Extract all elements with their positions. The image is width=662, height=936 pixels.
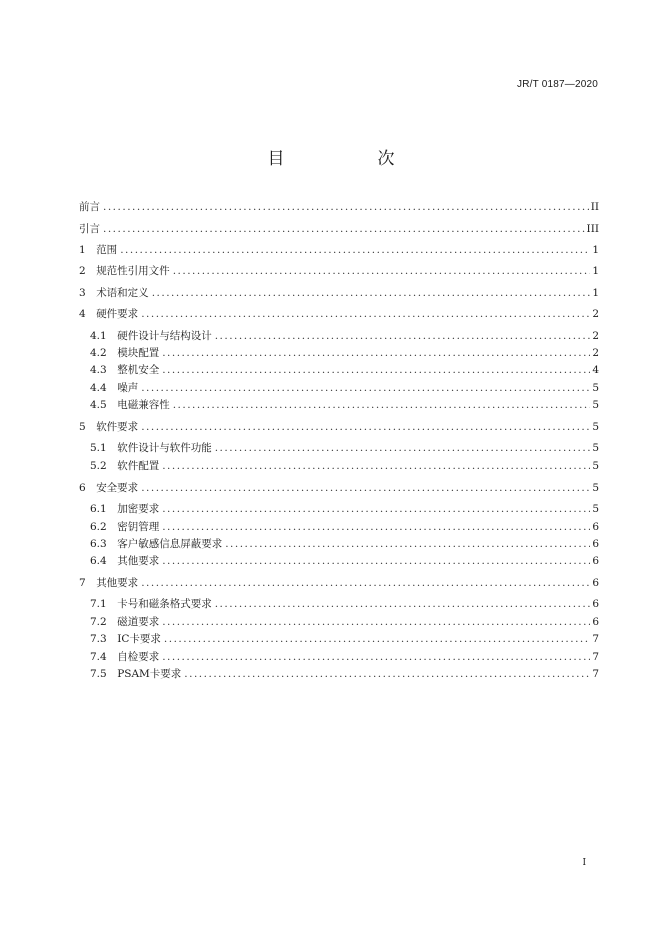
toc-entry-page: 7 <box>592 651 599 663</box>
toc-entry-label: 软件配置 <box>117 460 160 472</box>
toc-entry[interactable] <box>79 480 599 496</box>
toc-leader-dots <box>152 285 591 301</box>
toc-entry-label: PSAM卡要求 <box>117 668 182 680</box>
toc-leader-dots <box>162 345 590 361</box>
toc-entry[interactable] <box>79 263 599 279</box>
toc-entry-label: 前言 <box>79 201 100 213</box>
toc-entry-label: 模块配置 <box>117 347 160 359</box>
toc-entry-page: 6 <box>592 555 599 567</box>
toc-leader-dots <box>141 575 590 591</box>
toc-entry-page: 5 <box>592 482 599 494</box>
toc-leader-dots <box>215 596 591 612</box>
toc-entry-number: 4.3 <box>90 364 118 376</box>
toc-entry-label: 客户敏感信息屏蔽要求 <box>117 538 223 550</box>
toc-entry-page: 7 <box>592 668 599 680</box>
toc-entry-number: 7.3 <box>90 633 118 645</box>
toc-entry-page: 5 <box>592 503 599 515</box>
toc-entry-page: 2 <box>592 308 599 320</box>
toc-entry-page: 6 <box>592 577 599 589</box>
toc-entry-label: 术语和定义 <box>96 287 149 299</box>
toc-entry[interactable] <box>90 536 599 552</box>
toc-entry-number: 7.5 <box>90 668 118 680</box>
toc-entry-number: 6 <box>79 482 97 494</box>
toc-leader-dots <box>162 649 590 665</box>
toc-entry-label: 磁道要求 <box>117 616 160 628</box>
toc-entry-page: II <box>590 201 599 213</box>
toc-entry-page: 6 <box>592 616 599 628</box>
toc-entry[interactable] <box>90 328 599 344</box>
toc-entry[interactable] <box>90 440 599 456</box>
toc-entry-number: 7.4 <box>90 651 118 663</box>
toc-entry-page: 1 <box>592 265 599 277</box>
toc-entry[interactable] <box>79 285 599 301</box>
page-number: I <box>582 858 586 868</box>
toc-entry-page: 2 <box>592 330 599 342</box>
toc-entry-number: 4.5 <box>90 399 118 411</box>
toc-leader-dots <box>162 458 590 474</box>
toc-leader-dots <box>162 362 590 378</box>
toc-entry[interactable] <box>90 666 599 682</box>
toc-leader-dots <box>173 397 591 413</box>
toc-entry-page: 2 <box>592 347 599 359</box>
toc-entry-number: 5 <box>79 421 97 433</box>
toc-entry-page: 5 <box>592 399 599 411</box>
toc-leader-dots <box>162 519 590 535</box>
toc-entry[interactable] <box>79 221 599 237</box>
toc-leader-dots <box>173 263 591 279</box>
toc-entry-label: 加密要求 <box>117 503 160 515</box>
toc-entry[interactable] <box>90 649 599 665</box>
toc-entry-page: 5 <box>592 442 599 454</box>
toc-entry-label: 噪声 <box>117 382 139 394</box>
toc-entry-number: 1 <box>79 244 97 256</box>
toc-entry-label: 软件设计与软件功能 <box>117 442 212 454</box>
toc-entry[interactable] <box>90 596 599 612</box>
toc-entry[interactable] <box>79 242 599 258</box>
toc-entry-number: 6.3 <box>90 538 118 550</box>
toc-entry-number: 4.2 <box>90 347 118 359</box>
toc-entry-label: 软件要求 <box>96 421 139 433</box>
toc-leader-dots <box>215 440 591 456</box>
toc-entry[interactable] <box>79 306 599 322</box>
toc-entry[interactable] <box>90 631 599 647</box>
toc-entry-page: III <box>586 223 599 235</box>
toc-entry-number: 4 <box>79 308 97 320</box>
toc-entry-page: 5 <box>592 382 599 394</box>
toc-entry-number: 3 <box>79 287 97 299</box>
toc-leader-dots <box>141 419 590 435</box>
toc-entry[interactable] <box>90 614 599 630</box>
toc-entry-number: 6.4 <box>90 555 118 567</box>
toc-entry[interactable] <box>90 458 599 474</box>
toc-leader-dots <box>141 480 590 496</box>
toc-entry-number: 7 <box>79 577 97 589</box>
toc-entry-number: 7.1 <box>90 598 118 610</box>
toc-entry-number: 4.4 <box>90 382 118 394</box>
toc-entry[interactable] <box>90 553 599 569</box>
toc-entry[interactable] <box>90 362 599 378</box>
toc-leader-dots <box>215 328 591 344</box>
toc-entry-page: 4 <box>592 364 599 376</box>
toc-entry-page: 6 <box>592 598 599 610</box>
toc-entry-label: 范围 <box>96 244 118 256</box>
toc-entry[interactable] <box>90 345 599 361</box>
toc-entry-number: 7.2 <box>90 616 118 628</box>
toc-leader-dots <box>141 380 590 396</box>
toc-entry-label: 整机安全 <box>117 364 160 376</box>
toc-leader-dots <box>103 199 589 215</box>
toc-leader-dots <box>162 553 590 569</box>
toc-leader-dots <box>141 306 590 322</box>
toc-entry-number: 5.2 <box>90 460 118 472</box>
toc-entry-number: 6.1 <box>90 503 118 515</box>
toc-entry-number: 5.1 <box>90 442 118 454</box>
toc-entry-label: 其他要求 <box>117 555 160 567</box>
toc-entry-page: 5 <box>592 460 599 472</box>
toc-entry-label: 其他要求 <box>96 577 139 589</box>
toc-entry-page: 6 <box>592 521 599 533</box>
toc-entry-page: 1 <box>592 244 599 256</box>
toc-leader-dots <box>162 614 590 630</box>
toc-entry-page: 7 <box>592 633 599 645</box>
toc-entry[interactable] <box>90 501 599 517</box>
toc-entry[interactable] <box>79 419 599 435</box>
toc-entry-label: IC卡要求 <box>117 633 161 645</box>
toc-leader-dots <box>164 631 590 647</box>
toc-leader-dots <box>225 536 590 552</box>
toc-entry-label: 密钥管理 <box>117 521 160 533</box>
toc-entry-label: 规范性引用文件 <box>96 265 170 277</box>
toc-entry-label: 硬件要求 <box>96 308 139 320</box>
toc-entry[interactable] <box>79 575 599 591</box>
toc-leader-dots <box>120 242 590 258</box>
toc-entry-label: 电磁兼容性 <box>117 399 170 411</box>
toc-entry-label: 引言 <box>79 223 100 235</box>
toc-entry-page: 5 <box>592 421 599 433</box>
toc-entry-number: 2 <box>79 265 97 277</box>
toc-entry-label: 硬件设计与结构设计 <box>117 330 212 342</box>
toc-leader-dots <box>162 501 590 517</box>
toc-entry-page: 6 <box>592 538 599 550</box>
toc-title: 目 次 <box>267 149 433 169</box>
toc-entry-label: 卡号和磁条格式要求 <box>117 598 212 610</box>
toc-entry-page: 1 <box>592 287 599 299</box>
toc-entry[interactable] <box>90 397 599 413</box>
toc-entry[interactable] <box>79 199 599 215</box>
toc-leader-dots <box>103 221 585 237</box>
document-code: JR/T 0187—2020 <box>517 79 598 90</box>
toc-entry-number: 4.1 <box>90 330 118 342</box>
toc-entry-number: 6.2 <box>90 521 118 533</box>
toc-leader-dots <box>184 666 590 682</box>
toc-entry[interactable] <box>90 380 599 396</box>
toc-entry-label: 自检要求 <box>117 651 160 663</box>
toc-entry[interactable] <box>90 519 599 535</box>
toc-entry-label: 安全要求 <box>96 482 139 494</box>
